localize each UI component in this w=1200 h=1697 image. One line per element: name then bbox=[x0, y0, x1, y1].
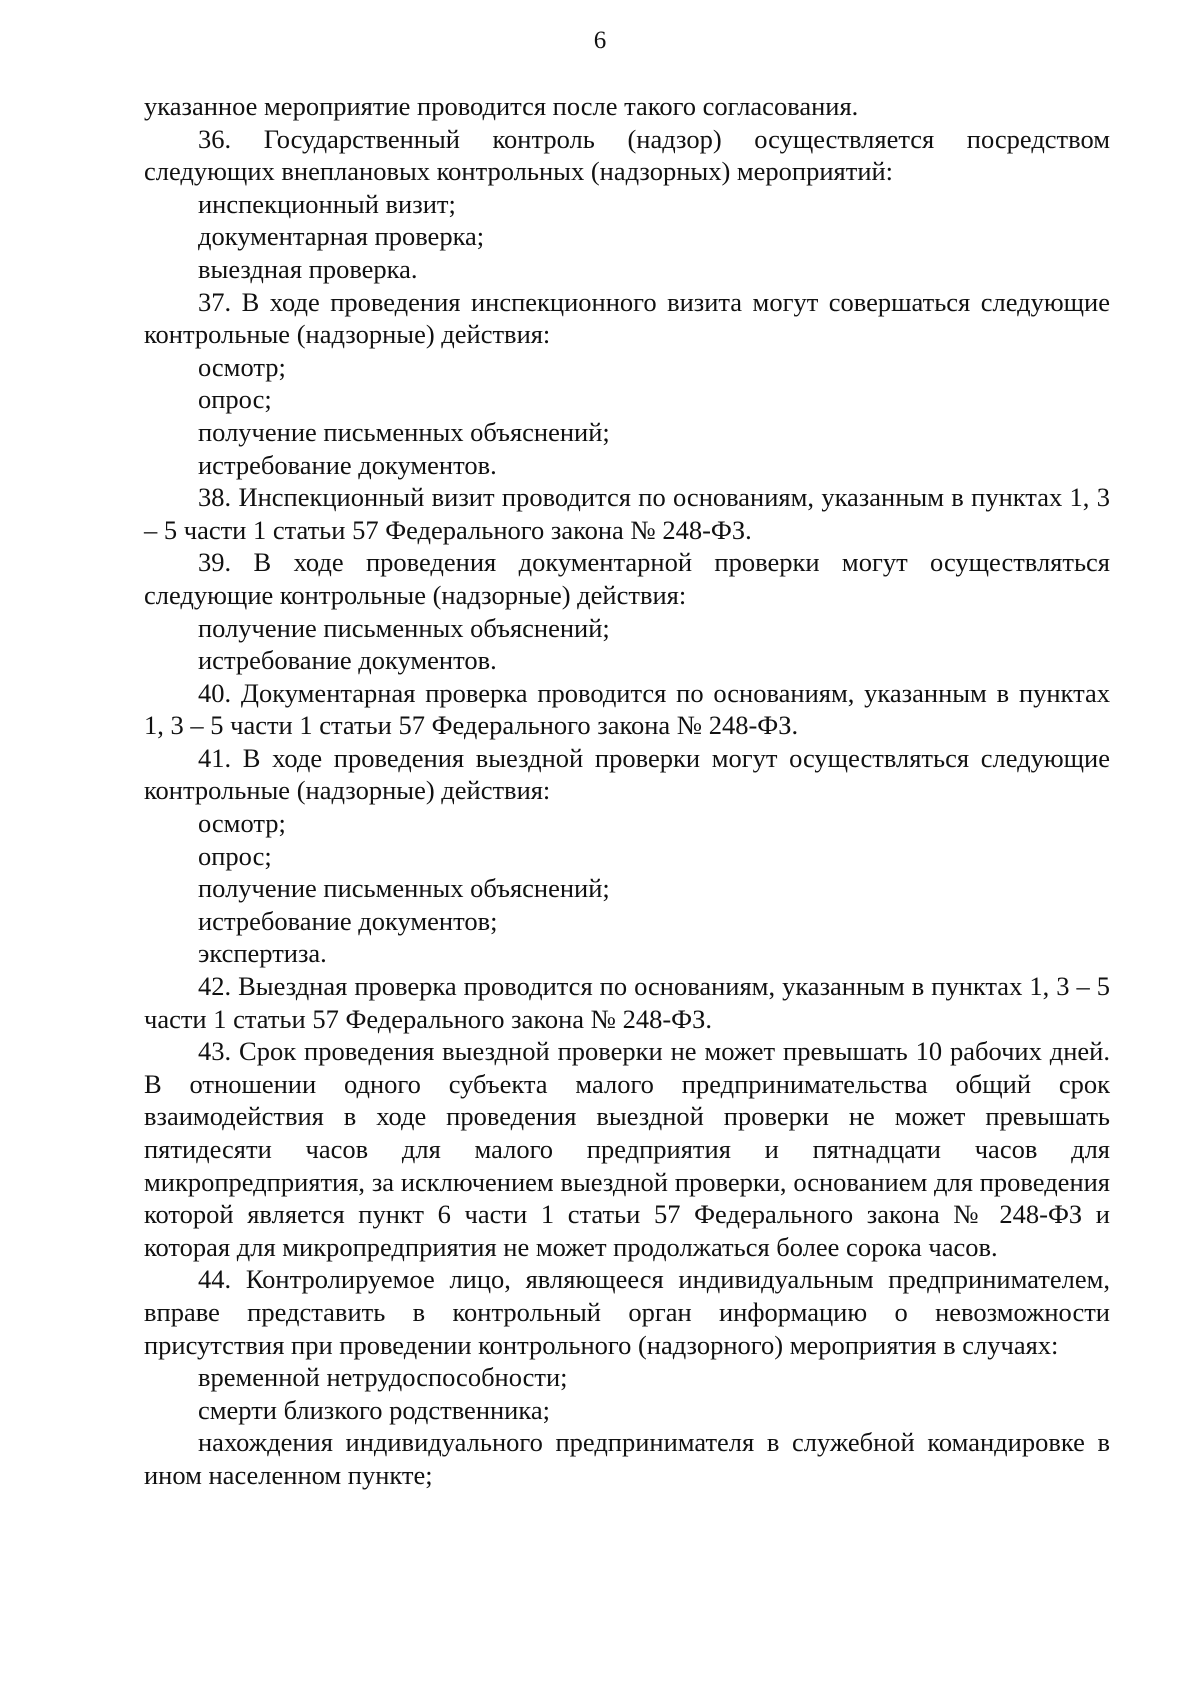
list-item: осмотр; bbox=[198, 808, 286, 839]
list-item: истребование документов. bbox=[198, 645, 497, 676]
list-item: временной нетрудоспособности; bbox=[198, 1362, 568, 1393]
paragraph-37: 37. В ходе проведения инспекционного визита могут совершаться следующие контрольные (надзорные) действия: bbox=[144, 286, 1110, 350]
page-number: 6 bbox=[593, 27, 607, 54]
list-item: инспекционный визит; bbox=[198, 188, 456, 219]
paragraph-44-last-item: нахождения индивидуального предпринимателя в служебной командировке в ином населенном пункте; bbox=[144, 1427, 1110, 1490]
paragraph-38: 38. Инспекционный визит проводится по основаниям, указанным в пунктах 1, 3 – 5 части 1 статьи 57 Федерального закона № 248-ФЗ. bbox=[144, 482, 1110, 545]
list-item: экспертиза. bbox=[198, 938, 327, 969]
list-item: осмотр; bbox=[198, 351, 286, 382]
paragraph-42: 42. Выездная проверка проводится по основаниям, указанным в пунктах 1, 3 – 5 части 1 статьи 57 Федерального закона № 248-ФЗ. bbox=[144, 971, 1110, 1034]
document-body bbox=[144, 90, 1110, 1492]
paragraph-36: 36. Государственный контроль (надзор) осуществляется посредством следующих внеплановых контрольных (надзорных) мероприятий: bbox=[144, 123, 1110, 187]
paragraph-43: 43. Срок проведения выездной проверки не может превышать 10 рабочих дней. В отношении одного субъекта малого предпринимательства общий срок взаимодействия в ходе проведения выездной проверки не может превышать пятидесяти часов для малого предприятия и пятнадцати часов для микропредприятия, за исключением выездной проверки, основанием для проведения которой является пункт 6 части 1 статьи 57 Федерального закона № 248-ФЗ и которая для микропредприятия не может продолжаться более сорока часов. bbox=[144, 1036, 1110, 1262]
paragraph-40: 40. Документарная проверка проводится по основаниям, указанным в пунктах 1, 3 – 5 части 1 статьи 57 Федерального закона № 248-ФЗ. bbox=[144, 677, 1110, 741]
list-item: выездная проверка. bbox=[198, 253, 418, 284]
list-item: опрос; bbox=[198, 384, 272, 415]
list-item: истребование документов. bbox=[198, 449, 497, 480]
list-item: получение письменных объяснений; bbox=[198, 873, 610, 904]
paragraph-continuation: указанное мероприятие проводится после такого согласования. bbox=[144, 91, 859, 121]
list-item: получение письменных объяснений; bbox=[198, 612, 610, 643]
paragraph-44: 44. Контролируемое лицо, являющееся индивидуальным предпринимателем, вправе представить в контрольный орган информацию о невозможности присутствия при проведении контрольного (надзорного) мероприятия в случаях: bbox=[144, 1264, 1110, 1360]
list-item: документарная проверка; bbox=[198, 221, 485, 252]
list-item: получение письменных объяснений; bbox=[198, 416, 610, 447]
paragraph-39: 39. В ходе проведения документарной проверки могут осуществляться следующие контрольные (надзорные) действия: bbox=[144, 547, 1110, 610]
list-item: опрос; bbox=[198, 840, 272, 871]
list-item: истребование документов; bbox=[198, 905, 498, 936]
paragraph-41: 41. В ходе проведения выездной проверки могут осуществляться следующие контрольные (надзорные) действия: bbox=[144, 742, 1110, 806]
list-item: смерти близкого родственника; bbox=[198, 1394, 550, 1425]
